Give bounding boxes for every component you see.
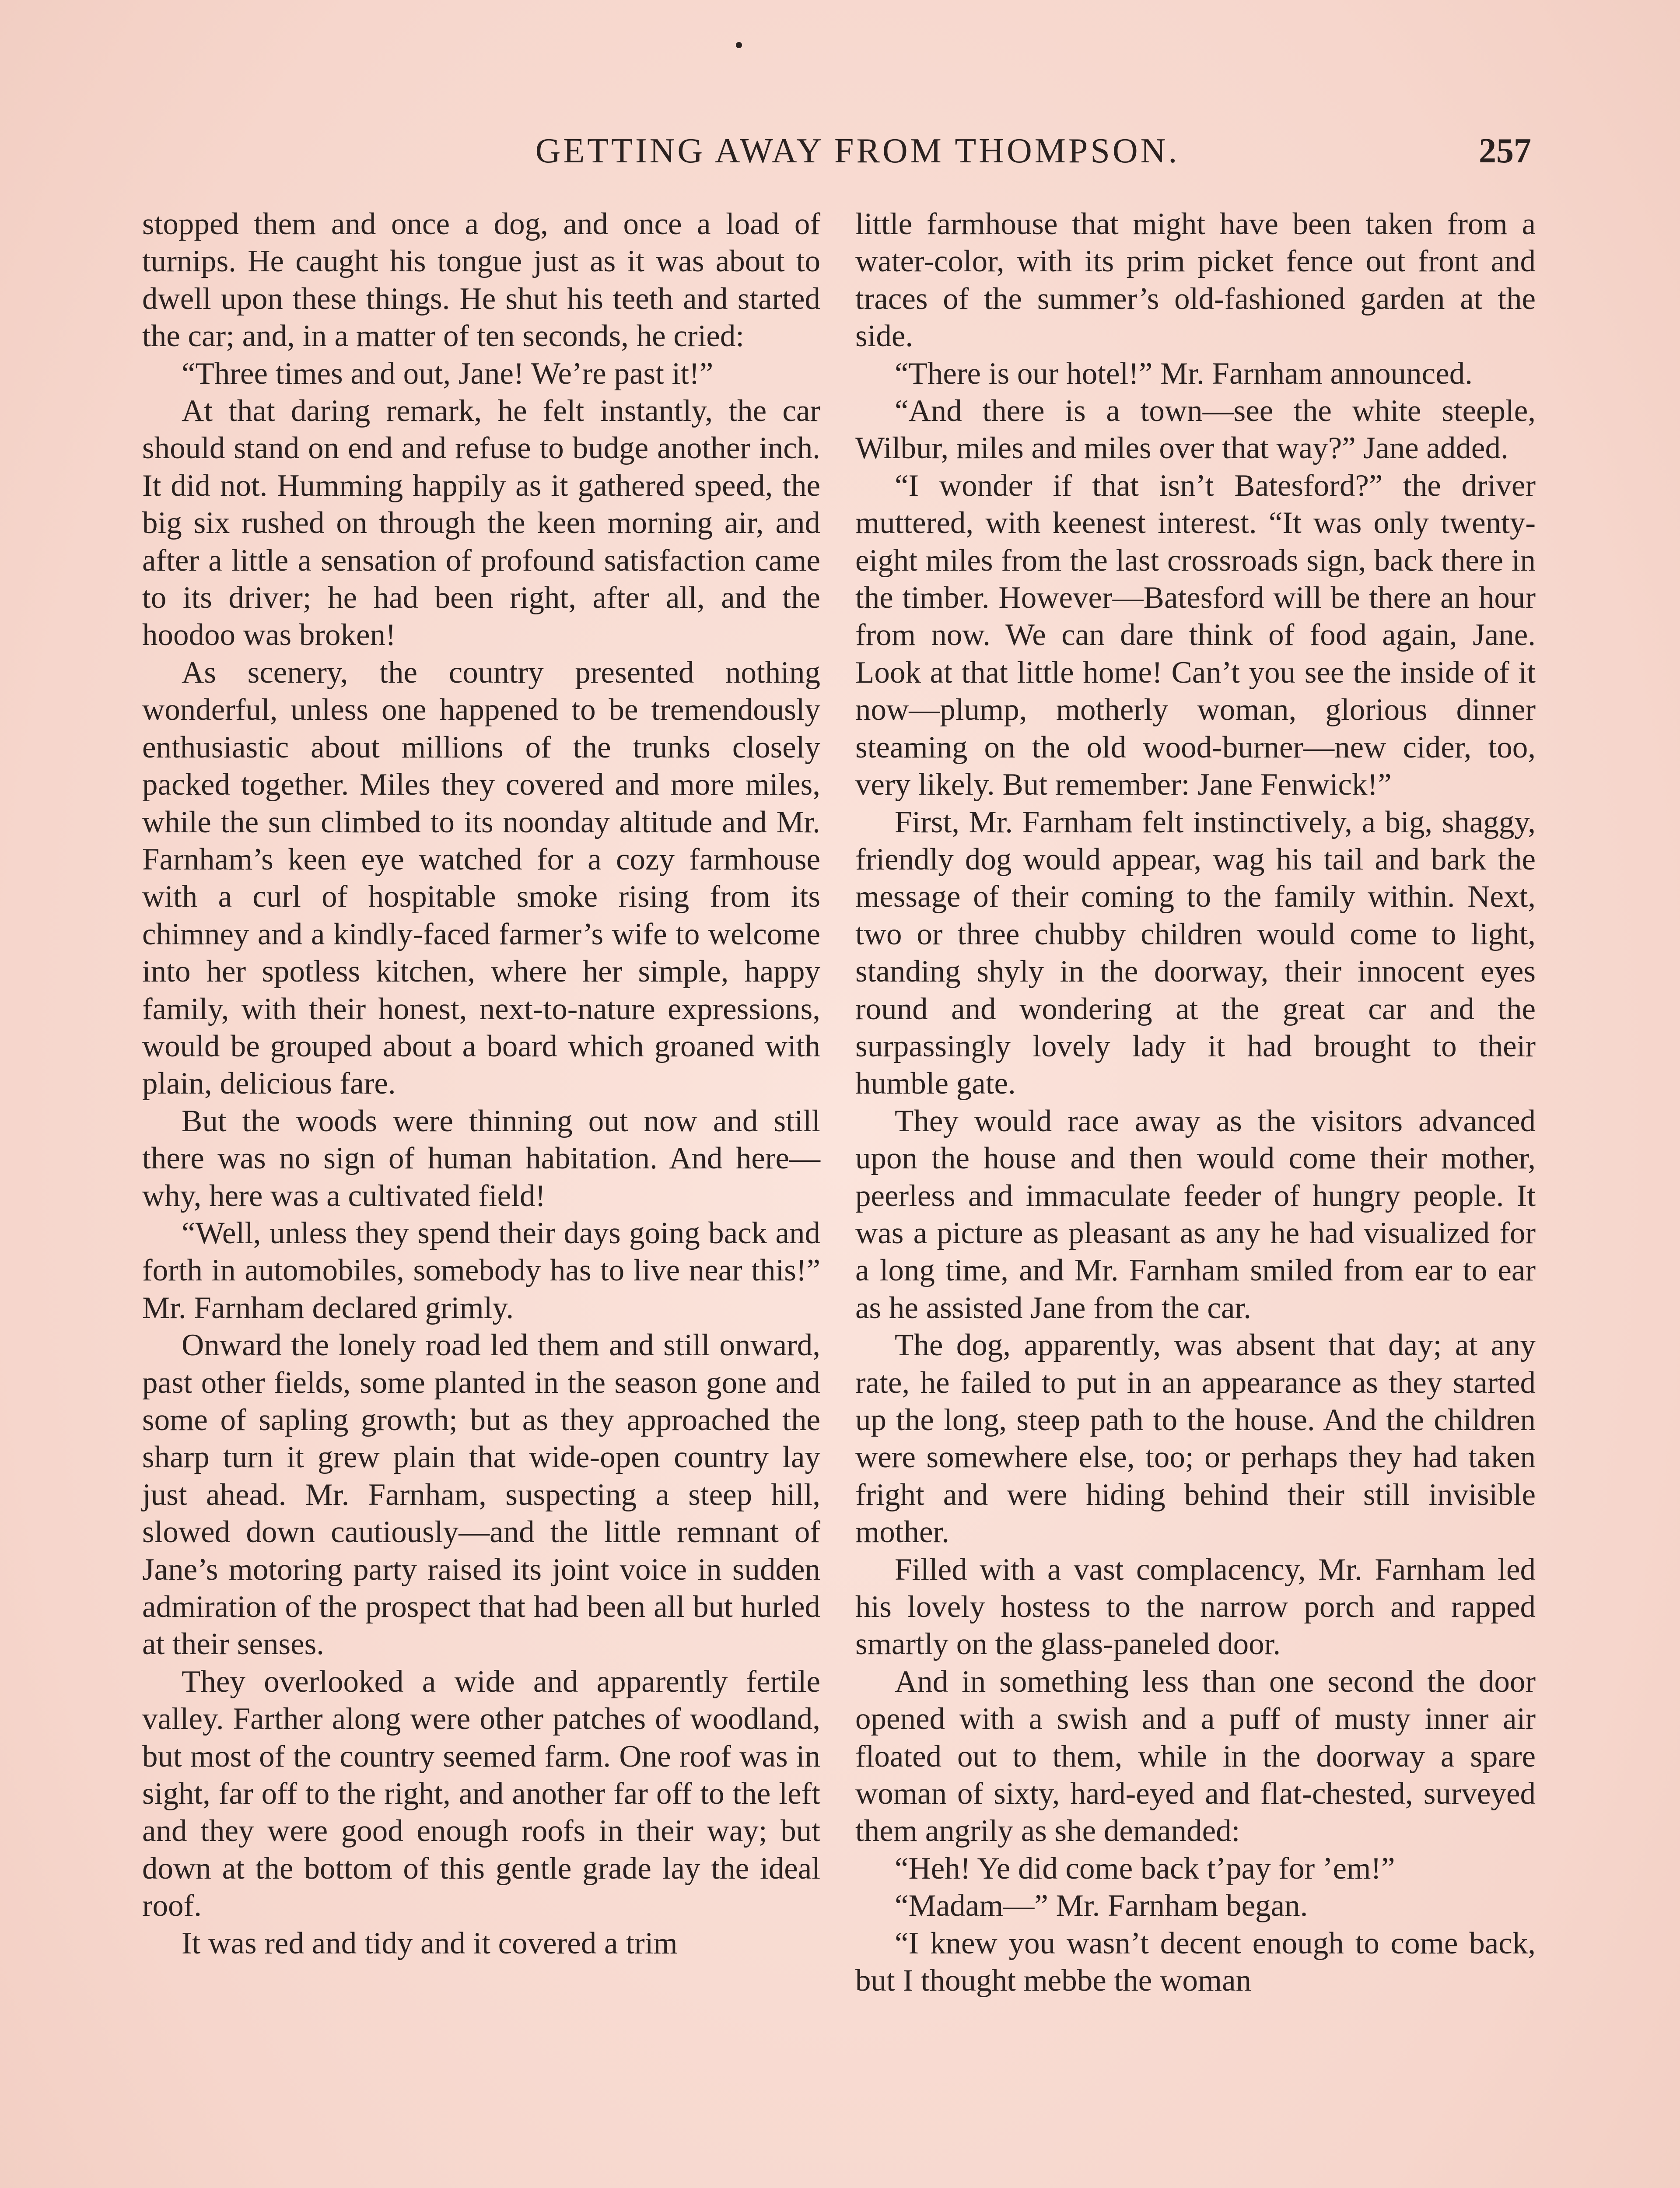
paragraph: “Three times and out, Jane! We’re past it!” [182,356,714,391]
paragraph: “Well, unless they spend their days going back and forth in automobiles, somebody has to live near this!” Mr. Farnham declared grimly. [142,1216,820,1325]
left-column [142,206,820,1962]
paragraph: They would race away as the visitors advanced upon the house and then would come their mother, peerless and immaculate feeder of hungry people. It was a picture as pleasant as any he had visualized for a long time, and Mr. Farnham smiled from ear to ear as he assisted Jane from the car. [855,1104,1536,1325]
paragraph: “And there is a town—see the white steeple, Wilbur, miles and miles over that way?” Jane added. [855,394,1536,466]
paragraph: But the woods were thinning out now and still there was no sign of human habitation. And here—why, here was a cultivated field! [142,1104,820,1213]
paragraph: “Heh! Ye did come back t’pay for ’em!” [895,1851,1395,1886]
paragraph: “There is our hotel!” Mr. Farnham announced. [895,356,1473,391]
paragraph: “Madam—” Mr. Farnham began. [895,1889,1308,1923]
paragraph: First, Mr. Farnham felt instinctively, a big, shaggy, friendly dog would appear, wag his tail and bark the message of their coming to the family within. Next, two or three chubby children would come to light, standing shyly in the doorway, their innocent eyes round and wondering at the great car and the surpassingly lovely lady it had brought to their humble gate. [855,805,1536,1101]
paragraph: little farmhouse that might have been taken from a water-color, with its prim picket fence out front and traces of the summer’s old-fashioned garden at the side. [855,207,1536,354]
right-column [855,206,1536,2000]
paragraph: Filled with a vast complacency, Mr. Farnham led his lovely hostess to the narrow porch and rapped smartly on the glass-paneled door. [855,1552,1536,1662]
paragraph: Onward the lonely road led them and still onward, past other fields, some planted in the season gone and some of sapling growth; but as they approached the sharp turn it grew plain that wide-open country lay just ahead. Mr. Farnham, suspecting a steep hill, slowed down cautiously—and the little remnant of Jane’s motoring party raised its joint voice in sudden admiration of the prospect that had been all but hurled at their senses. [142,1328,820,1662]
paragraph: And in something less than one second the door opened with a swish and a puff of musty inner air floated out to them, while in the doorway a spare woman of sixty, hard-eyed and flat-chested, surveyed them angrily as she demanded: [855,1664,1536,1848]
paragraph: stopped them and once a dog, and once a load of turnips. He caught his tongue just as it was about to dwell upon these things. He shut his teeth and started the car; and, in a matter of ten seconds, he cried: [142,207,820,354]
paragraph: They overlooked a wide and apparently fertile valley. Farther along were other patches of woodland, but most of the country seemed farm. One roof was in sight, far off to the right, and another far off to the left and they were good enough roofs in their way; but down at the bottom of this gentle grade lay the ideal roof. [142,1664,820,1923]
running-header: GETTING AWAY FROM THOMPSON. [535,132,1180,170]
paragraph: “I knew you wasn’t decent enough to come back, but I thought mebbe the woman [855,1926,1536,1998]
paragraph: It was red and tidy and it covered a trim [182,1926,678,1960]
page-number: 257 [1479,132,1531,170]
ink-dot [736,42,742,48]
paragraph: At that daring remark, he felt instantly, the car should stand on end and refuse to budge another inch. It did not. Humming happily as it gathered speed, the big six rushed on through the keen morning air, and after a little a sensation of profound satisfaction came to its driver; he had been right, after all, and the hoodoo was broken! [142,394,820,652]
paragraph: The dog, apparently, was absent that day; at any rate, he failed to put in an appearance as they started up the long, steep path to the house. And the children were somewhere else, too; or perhaps they had taken fright and were hiding behind their still invisible mother. [855,1328,1536,1550]
paragraph: As scenery, the country presented nothing wonderful, unless one happened to be tremendously enthusiastic about millions of the trunks closely packed together. Miles they covered and more miles, while the sun climbed to its noonday altitude and Mr. Farnham’s keen eye watched for a cozy farmhouse with a curl of hospitable smoke rising from its chimney and a kindly-faced farmer’s wife to welcome into her spotless kitchen, where her simple, happy family, with their honest, next-to-nature expressions, would be grouped about a board which groaned with plain, delicious fare. [142,655,820,1101]
paragraph: “I wonder if that isn’t Batesford?” the driver muttered, with keenest interest. “It was only twenty-eight miles from the last crossroads sign, back there in the timber. However—Batesford will be there an hour from now. We can dare think of food again, Jane. Look at that little home! Can’t you see the inside of it now—plump, motherly woman, glorious dinner steaming on the old wood-burner—new cider, too, very likely. But remember: Jane Fenwick!” [855,468,1536,802]
